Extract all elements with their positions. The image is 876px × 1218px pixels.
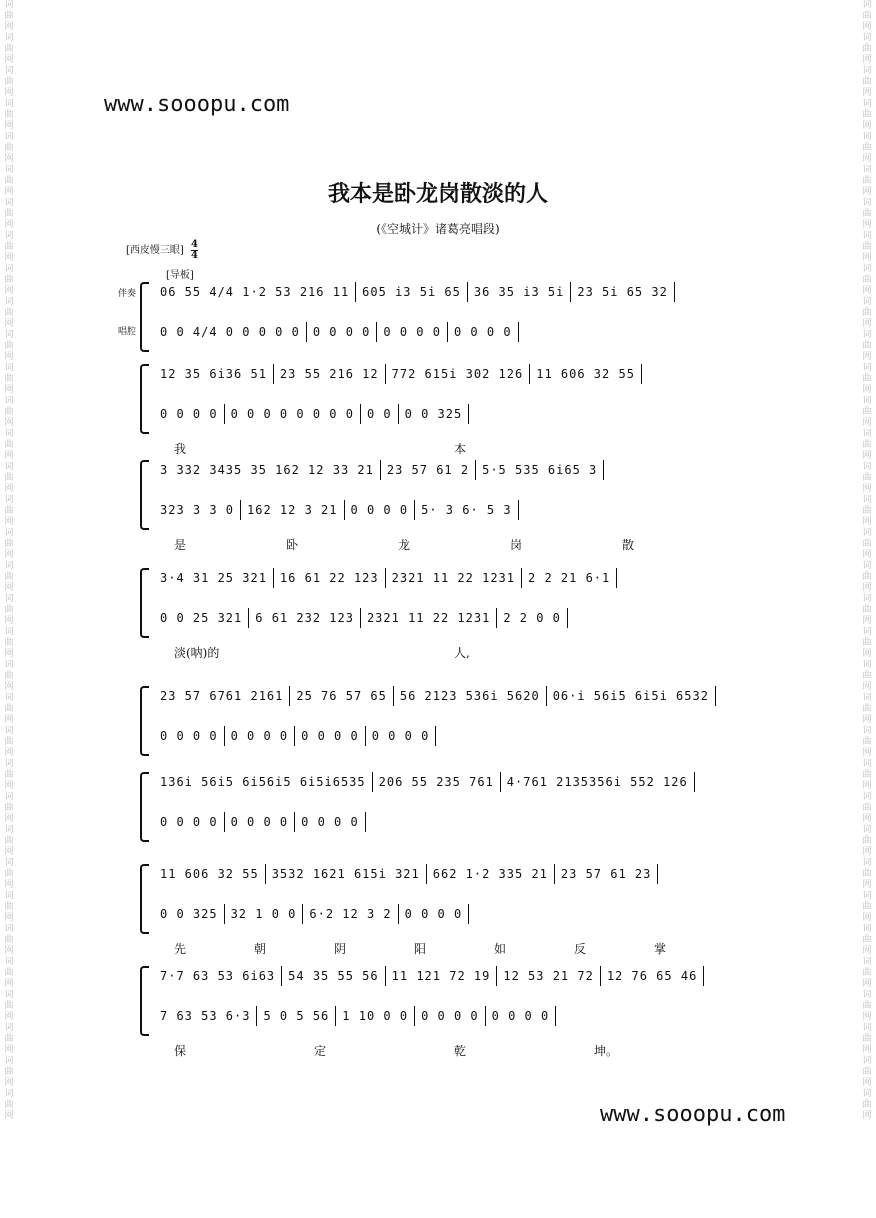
lyric-word: 我	[174, 442, 187, 456]
measure: 12 35 6i36 51	[154, 364, 274, 384]
score-system	[140, 684, 758, 754]
measure: 206 55 235 761	[373, 772, 501, 792]
score-system	[140, 566, 758, 660]
measure: 23 57 6761 2161	[154, 686, 290, 706]
measure: 2 2 0 0	[497, 608, 568, 628]
accompaniment-staff	[154, 772, 756, 794]
measure: 5·5 535 6i65 3	[476, 460, 604, 480]
measure: 2321 11 22 1231	[361, 608, 497, 628]
measure: 3 332 3435 35 162 12 33 21	[154, 460, 381, 480]
measure: 0 0 325	[154, 904, 225, 924]
vocal-staff	[154, 322, 756, 344]
measure: 0 0 0 0	[307, 322, 378, 342]
site-url-top: www.sooopu.com	[104, 92, 290, 117]
row-label-upper: 伴奏	[118, 289, 137, 299]
lyric-line	[154, 536, 754, 554]
measure: 12 76 65 46	[601, 966, 704, 986]
measure: 6·2 12 3 2	[303, 904, 398, 924]
system-brace	[140, 460, 149, 530]
measure: 5 0 5 56	[257, 1006, 336, 1026]
song-subtitle: (《空城计》诸葛亮唱段)	[376, 222, 500, 236]
measure: 0 0 0 0	[399, 904, 470, 924]
system-brace	[140, 568, 149, 638]
score-system	[140, 964, 758, 1058]
measure: 11 121 72 19	[386, 966, 498, 986]
measure: 0 0 0 0	[448, 322, 519, 342]
measure: 25 76 57 65	[290, 686, 393, 706]
measure: 4·761 2135356i 552 126	[501, 772, 695, 792]
vocal-staff	[154, 500, 756, 522]
system-brace	[140, 864, 149, 934]
lyric-word: 人,	[454, 646, 470, 660]
vocal-staff	[154, 1006, 756, 1028]
score-system	[140, 458, 758, 552]
time-top: 4	[191, 239, 198, 250]
row-label-lower: 唱腔	[118, 327, 137, 337]
measure: 0 0 0 0	[486, 1006, 557, 1026]
accompaniment-staff	[154, 966, 756, 988]
lyric-word: 淡(呐)的	[174, 646, 220, 660]
intro-label: [导板]	[166, 270, 194, 281]
lyric-word: 反	[574, 942, 587, 956]
measure: 0 0 0 0	[295, 812, 366, 832]
accompaniment-staff	[154, 282, 756, 304]
lyric-word: 岗	[510, 538, 523, 552]
measure: 0 0	[361, 404, 399, 424]
accompaniment-staff	[154, 864, 756, 886]
system-brace	[140, 772, 149, 842]
measure: 0 0 0 0	[154, 726, 225, 746]
lyric-word: 先	[174, 942, 187, 956]
measure: 0 0 0 0	[366, 726, 437, 746]
measure: 23 57 61 23	[555, 864, 658, 884]
vocal-staff	[154, 726, 756, 748]
measure: 662 1·2 335 21	[427, 864, 555, 884]
measure: 5· 3 6· 5 3	[415, 500, 518, 520]
accompaniment-staff	[154, 686, 756, 708]
accompaniment-staff	[154, 460, 756, 482]
measure: 12 53 21 72	[497, 966, 600, 986]
measure: 3532 1621 615i 321	[266, 864, 427, 884]
measure: 605 i3 5i 65	[356, 282, 468, 302]
accompaniment-staff	[154, 568, 756, 590]
measure: 54 35 55 56	[282, 966, 385, 986]
measure: 36 35 i3 5i	[468, 282, 571, 302]
measure: 2 2 21 6·1	[522, 568, 617, 588]
measure: 32 1 0 0	[225, 904, 304, 924]
measure: 06·i 56i5 6i5i 6532	[547, 686, 716, 706]
measure: 0 0 0 0	[225, 812, 296, 832]
measure: 0 0 0 0 0 0 0 0	[225, 404, 361, 424]
lyric-word: 阴	[334, 942, 347, 956]
measure: 6 61 232 123	[249, 608, 361, 628]
measure: 323 3 3 0	[154, 500, 241, 520]
lyric-word: 是	[174, 538, 187, 552]
measure: 0 0 25 321	[154, 608, 249, 628]
lyric-word: 定	[314, 1044, 327, 1058]
time-bottom: 4	[191, 250, 198, 261]
measure: 7 63 53 6·3	[154, 1006, 257, 1026]
measure: 0 0 0 0	[154, 812, 225, 832]
measure: 162 12 3 21	[241, 500, 344, 520]
system-brace	[140, 364, 149, 434]
lyric-line	[154, 440, 754, 458]
score-system	[140, 362, 758, 456]
measure: 23 55 216 12	[274, 364, 386, 384]
watermark-right: 词曲网词曲网词曲网词曲网词曲网词曲网词曲网词曲网词曲网词曲网词曲网词曲网词曲网词曲网词曲网词曲网词曲网词曲网词曲网词曲网词曲网词曲网词曲网词曲网词曲网词曲网词曲网词曲网词曲网词曲网词曲网词曲网词曲网词曲网	[862, 0, 872, 1121]
measure: 0 0 0 0	[345, 500, 416, 520]
score-system	[140, 280, 758, 350]
lyric-word: 坤。	[594, 1044, 619, 1058]
lyric-line	[154, 1042, 754, 1060]
measure: 0 0 0 0	[225, 726, 296, 746]
lyric-line	[154, 644, 754, 662]
lyric-word: 卧	[286, 538, 299, 552]
time-signature	[191, 240, 198, 261]
system-brace	[140, 966, 149, 1036]
measure: 16 61 22 123	[274, 568, 386, 588]
score-system	[140, 862, 758, 956]
lyric-word: 龙	[398, 538, 411, 552]
score-system	[140, 770, 758, 840]
measure: 23 5i 65 32	[571, 282, 674, 302]
site-url-bottom: www.sooopu.com	[600, 1102, 786, 1127]
mode-label: [西皮慢三眼]	[126, 245, 184, 256]
tempo-mode	[126, 240, 198, 261]
vocal-staff	[154, 812, 756, 834]
measure: 2321 11 22 1231	[386, 568, 522, 588]
system-brace	[140, 282, 149, 352]
lyric-word: 朝	[254, 942, 267, 956]
system-brace	[140, 686, 149, 756]
measure: 0 0 0 0	[377, 322, 448, 342]
lyric-word: 本	[454, 442, 467, 456]
watermark-left: 词曲网词曲网词曲网词曲网词曲网词曲网词曲网词曲网词曲网词曲网词曲网词曲网词曲网词曲网词曲网词曲网词曲网词曲网词曲网词曲网词曲网词曲网词曲网词曲网词曲网词曲网词曲网词曲网词曲网词曲网词曲网词曲网词曲网词曲网	[4, 0, 14, 1121]
lyric-line	[154, 940, 754, 958]
lyric-word: 阳	[414, 942, 427, 956]
lyric-word: 如	[494, 942, 507, 956]
lyric-word: 掌	[654, 942, 667, 956]
vocal-staff	[154, 404, 756, 426]
measure: 0 0 0 0	[295, 726, 366, 746]
measure: 7·7 63 53 6i63	[154, 966, 282, 986]
measure: 1 10 0 0	[336, 1006, 415, 1026]
measure: 0 0 0 0	[415, 1006, 486, 1026]
song-title: 我本是卧龙岗散淡的人	[327, 182, 548, 207]
measure: 0 0 4/4 0 0 0 0 0	[154, 322, 307, 342]
lyric-word: 乾	[454, 1044, 467, 1058]
measure: 23 57 61 2	[381, 460, 476, 480]
vocal-staff	[154, 608, 756, 630]
lyric-word: 散	[622, 538, 635, 552]
measure: 0 0 325	[399, 404, 470, 424]
measure: 136i 56i5 6i56i5 6i5i6535	[154, 772, 373, 792]
measure: 0 0 0 0	[154, 404, 225, 424]
measure: 11 606 32 55	[154, 864, 266, 884]
vocal-staff	[154, 904, 756, 926]
measure: 06 55 4/4 1·2 53 216 11	[154, 282, 356, 302]
measure: 772 615i 302 126	[386, 364, 531, 384]
lyric-word: 保	[174, 1044, 187, 1058]
accompaniment-staff	[154, 364, 756, 386]
measure: 56 2123 536i 5620	[394, 686, 547, 706]
measure: 3·4 31 25 321	[154, 568, 274, 588]
measure: 11 606 32 55	[530, 364, 642, 384]
